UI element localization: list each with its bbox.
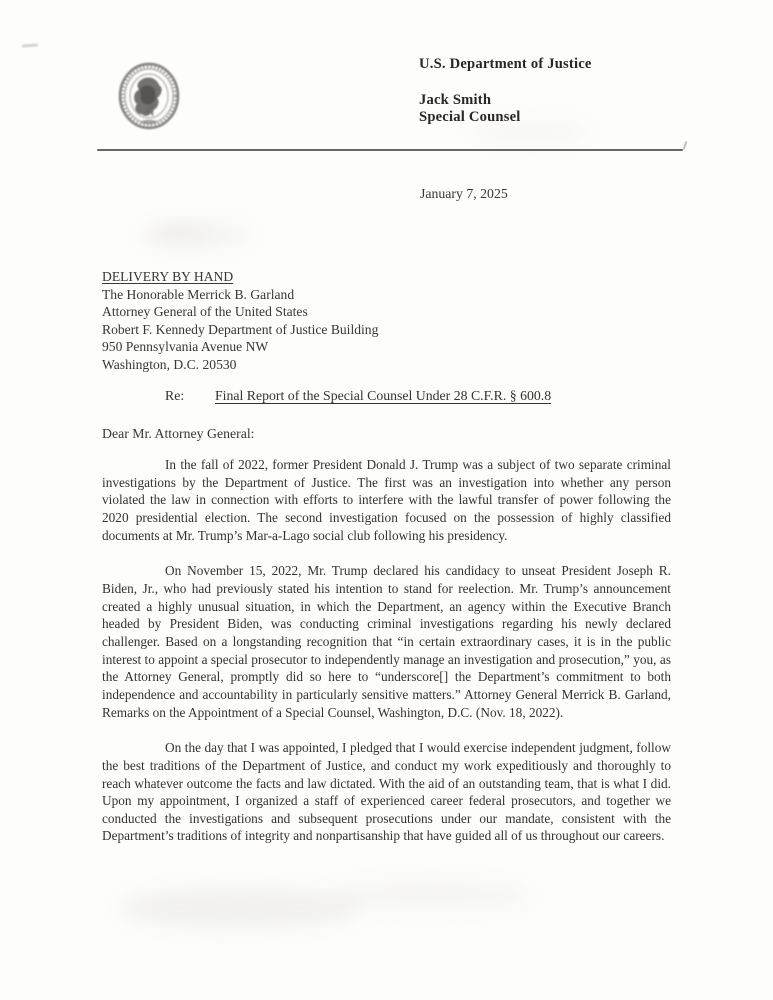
letterhead <box>419 56 592 126</box>
scan-smudge <box>330 880 530 910</box>
paragraph: On November 15, 2022, Mr. Trump declared his candidacy to unseat President Joseph R. Biden, Jr., who had previously stated his intention to stand for reelection. Mr. Trump’s announcement created a highly unusual situation, in which the Department, an agency within the Executive Branch headed by President Biden, was conducting criminal investigations regarding his newly declared challenger. Based on a longstanding recognition that “in certain extraordinary cases, it is in the public interest to appoint a special prosecutor to independently manage an investigation and prosecution,” you, as the Attorney General, promptly did so here to “underscore[] the Department’s commitment to both independence and accountability in particularly sensitive matters.” Attorney General Merrick B. Garland, Remarks on the Appointment of a Special Counsel, Washington, D.C. (Nov. 18, 2022). <box>102 563 671 720</box>
recipient-line: Robert F. Kennedy Department of Justice Building <box>102 321 379 337</box>
letterhead-divider <box>97 149 683 151</box>
recipient-line: The Honorable Merrick B. Garland <box>102 286 295 302</box>
scan-artifact-dash <box>22 43 38 47</box>
paragraph: On the day that I was appointed, I pledged that I would exercise independent judgment, follow the best traditions of the Department of Justice, and conduct my work expeditiously and thoroughly to reach whatever outcome the facts and law dictated. With the aid of an outstanding team, that is what I did. Upon my appointment, I organized a staff of experienced career federal prosecutors, and together we conducted the investigations and subsequent prosecutions under our mandate, consistent with the Department’s traditions of integrity and nonpartisanship that have guided all of us throughout our careers. <box>102 740 671 844</box>
re-line <box>165 388 551 404</box>
salutation: Dear Mr. Attorney General: <box>102 426 255 441</box>
letterhead-agency: U.S. Department of Justice <box>419 56 592 72</box>
scan-smudge <box>150 225 210 241</box>
scan-smudge <box>140 222 250 248</box>
letterhead-author: Jack Smith <box>419 92 492 108</box>
paragraph: In the fall of 2022, former President Donald J. Trump was a subject of two separate criminal investigations by the Department of Justice. The first was an investigation into whether any person violated the law in connection with efforts to interfere with the lawful transfer of power following the 2020 presidential election. The second investigation focused on the possession of highly classified documents at Mr. Trump’s Mar-a-Lago social club following his presidency. <box>102 457 671 543</box>
delivery-method: DELIVERY BY HAND <box>102 269 234 284</box>
re-subject: Final Report of the Special Counsel Under 28 C.F.R. § 600.8 <box>215 388 552 403</box>
letterhead-author-title: Special Counsel <box>419 109 521 125</box>
recipient-line: Attorney General of the United States <box>102 304 308 319</box>
recipient-line: Washington, D.C. 20530 <box>102 356 237 372</box>
recipient-line: 950 Pennsylvania Avenue NW <box>102 339 269 354</box>
dateline: January 7, 2025 <box>420 186 508 201</box>
re-label: Re: <box>165 388 185 403</box>
recipient-address <box>102 268 378 373</box>
scan-artifact-hook <box>683 141 688 150</box>
doj-seal-icon <box>117 60 181 132</box>
scan-smudge <box>120 888 360 928</box>
letter-body <box>102 456 671 863</box>
